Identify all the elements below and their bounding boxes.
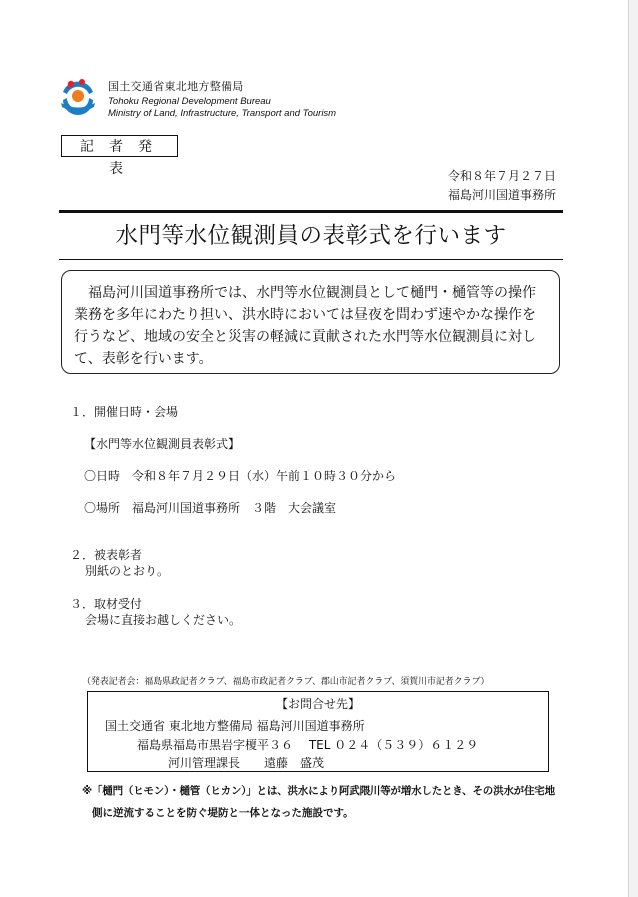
org-name-en-line2: Ministry of Land, Infrastructure, Transport and Tourism <box>108 108 337 119</box>
org-name-en-line1: Tohoku Regional Development Bureau <box>108 96 271 107</box>
section-1-heading: １．開催日時・会場 <box>70 405 179 419</box>
issuing-office: 福島河川国道事務所 <box>447 188 556 202</box>
contact-person: 河川管理課長 遠藤 盛茂 <box>168 756 325 770</box>
footnote-line1: ※「樋門（ヒモン）・樋管（ヒカン）」とは、洪水により阿武隈川等が増水したとき、その洪水が住宅地 <box>82 785 555 797</box>
section-3-body: 会場に直接お越しください。 <box>85 613 242 627</box>
press-release-label: 記者発表 <box>61 135 178 157</box>
summary-text: 福島河川国道事務所では、水門等水位観測員として樋門・樋管等の操作業務を多年にわたり担い、洪水時においては昼夜を問わず速やかな操作を行うなど、地域の安全と災害の軽減に貢献された水門等水位観測員に対して、表彰を行います。 <box>74 285 536 367</box>
org-name-ja: 国土交通省東北地方整備局 <box>108 80 244 93</box>
contact-box <box>87 691 549 772</box>
event-datetime: 〇日時 令和８年７月２９日（水）午前１０時３０分から <box>84 469 397 483</box>
contact-title: 【お問合せ先】 <box>275 697 360 711</box>
section-2-heading: ２．被表彰者 <box>70 548 143 562</box>
title-bottom-rule <box>59 259 563 260</box>
summary-box <box>61 270 560 374</box>
event-name: 【水門等水位観測員表彰式】 <box>84 437 241 451</box>
contact-address-phone: 福島県福島市黒岩字榎平３６ TEL ０２４（５３９）６１２９ <box>137 738 479 752</box>
contact-organization: 国土交通省 東北地方整備局 福島河川国道事務所 <box>105 719 365 733</box>
release-date: 令和８年７月２７日 <box>447 169 556 183</box>
section-3-heading: ３．取材受付 <box>70 597 143 611</box>
event-place: 〇場所 福島河川国道事務所 ３階 大会議室 <box>84 501 337 515</box>
press-clubs-list: （発表記者会：福島県政記者クラブ、福島市政記者クラブ、郡山市記者クラブ、須賀川市記者クラブ） <box>82 677 490 687</box>
bureau-logo-icon <box>57 76 99 118</box>
page-edge-shadow <box>628 0 638 897</box>
title-top-rule <box>59 210 563 213</box>
footnote-line2: 側に逆流することを防ぐ堤防と一体となった施設です。 <box>92 807 354 819</box>
page-title: 水門等水位観測員の表彰式を行います <box>115 223 507 249</box>
section-2-body: 別紙のとおり。 <box>85 564 170 578</box>
